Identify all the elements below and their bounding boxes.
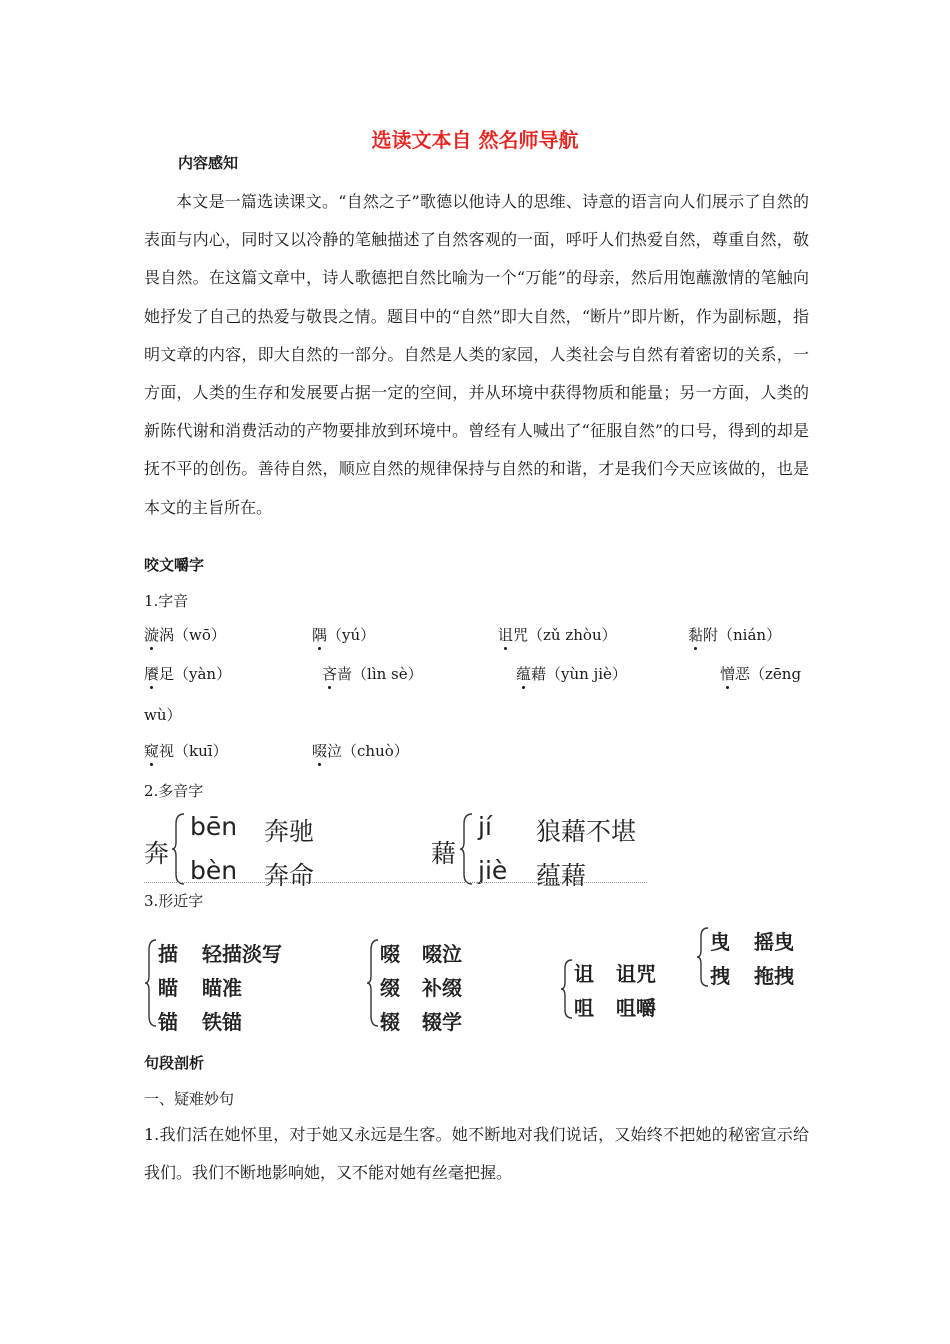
heading-words: 咬文嚼字 — [144, 556, 205, 574]
char: 辍 — [380, 1010, 400, 1034]
polyphonic-figure — [0, 808, 950, 888]
char: 啜 — [380, 942, 400, 966]
word-item: 吝啬（lìn sè） — [322, 665, 423, 683]
word: 奔命 — [264, 861, 315, 890]
poly-char-2: 藉 — [431, 839, 457, 868]
char: 描 — [158, 942, 178, 966]
pinyin: jí — [478, 812, 492, 841]
content-paragraph: 本文是一篇选读课文。“自然之子”歌德以他诗人的思维、诗意的语言向人们展示了自然的表面与内心，同时又以冷静的笔触描述了自然客观的一面，呼吁人们热爱自然，尊重自然，敬畏自然。在这篇文章中，诗人歌德把自然比喻为一个“万能”的母亲，然后用饱蘸激情的笔触向她抒发了自己的热爱与敬畏之情。题目中的“自然”即大自然，“断片”即片断，作为副标题，指明文章的内容，即大自然的一部分。自然是人类的家园，人类社会与自然有着密切的关系，一方面，人类的生存和发展要占据一定的空间，并从环境中获得物质和能量；另一方面，人类的新陈代谢和消费活动的产物要排放到环境中。曾经有人喊出了“征服自然”的口号，得到的却是抚不平的创伤。善待自然，顺应自然的规律保持与自然的和谐，才是我们今天应该做的，也是本文的主旨所在。 — [144, 192, 809, 517]
word: 轻描淡写 — [202, 942, 282, 966]
heading-content: 内容感知 — [178, 154, 239, 172]
similar-chars-figure — [0, 924, 950, 1036]
sub-polyphonic: 2.多音字 — [144, 782, 204, 800]
word: 蕴藉 — [536, 861, 587, 890]
word: 咀嚼 — [616, 996, 656, 1020]
char: 瞄 — [158, 976, 178, 1000]
word: 摇曳 — [754, 930, 794, 954]
word: 拖拽 — [754, 964, 794, 988]
pinyin: jiè — [478, 856, 508, 885]
heading-sentences: 句段剖析 — [144, 1054, 205, 1072]
pronunciation-wrap: wù） — [144, 706, 182, 724]
left-brace-icon — [144, 938, 158, 1028]
sentence-paragraph: 1.我们活在她怀里，对于她又永远是生客。她不断地对我们说话，又始终不把她的秘密宣示给我们。我们不断地影响她，又不能对她有丝毫把握。 — [144, 1125, 809, 1183]
char: 曳 — [710, 930, 730, 954]
word-item: 黏附（nián） — [688, 626, 782, 644]
word: 辍学 — [422, 1010, 462, 1034]
page-title: 选读文本自 然名师导航 — [371, 128, 579, 152]
poly-char-1: 奔 — [144, 839, 170, 868]
word-item: 餍足（yàn） — [144, 665, 232, 683]
char: 咀 — [574, 996, 594, 1020]
char: 拽 — [710, 964, 730, 988]
sub-similar-chars: 3.形近字 — [144, 892, 204, 910]
divider — [144, 882, 647, 883]
word: 瞄准 — [202, 976, 242, 1000]
word: 狼藉不堪 — [536, 817, 637, 846]
char: 锚 — [158, 1010, 178, 1034]
word-item: 窥视（kuī） — [144, 742, 228, 760]
char: 诅 — [574, 962, 594, 986]
word: 啜泣 — [422, 942, 462, 966]
word: 补缀 — [422, 976, 462, 1000]
word-item: 憎恶（zēng — [720, 665, 802, 683]
word: 奔驰 — [264, 817, 315, 846]
word-item: 漩涡（wō） — [144, 626, 226, 644]
word-item: 蕴藉（yùn jiè） — [516, 665, 627, 683]
left-brace-icon — [696, 926, 710, 988]
char: 缀 — [380, 976, 400, 1000]
left-brace-icon — [560, 958, 574, 1020]
sub-pronunciation: 1.字音 — [144, 592, 189, 610]
pinyin: bēn — [190, 812, 238, 841]
word-item: 诅咒（zǔ zhòu） — [498, 626, 617, 644]
sub-difficult-sentences: 一、疑难妙句 — [144, 1090, 235, 1108]
left-brace-icon — [172, 812, 186, 886]
left-brace-icon — [460, 812, 474, 886]
word-item: 啜泣（chuò） — [312, 742, 409, 760]
word: 诅咒 — [616, 962, 656, 986]
word-item: 隅（yú） — [312, 626, 376, 644]
pinyin: bèn — [190, 856, 238, 885]
left-brace-icon — [366, 938, 380, 1028]
word: 铁锚 — [202, 1010, 242, 1034]
